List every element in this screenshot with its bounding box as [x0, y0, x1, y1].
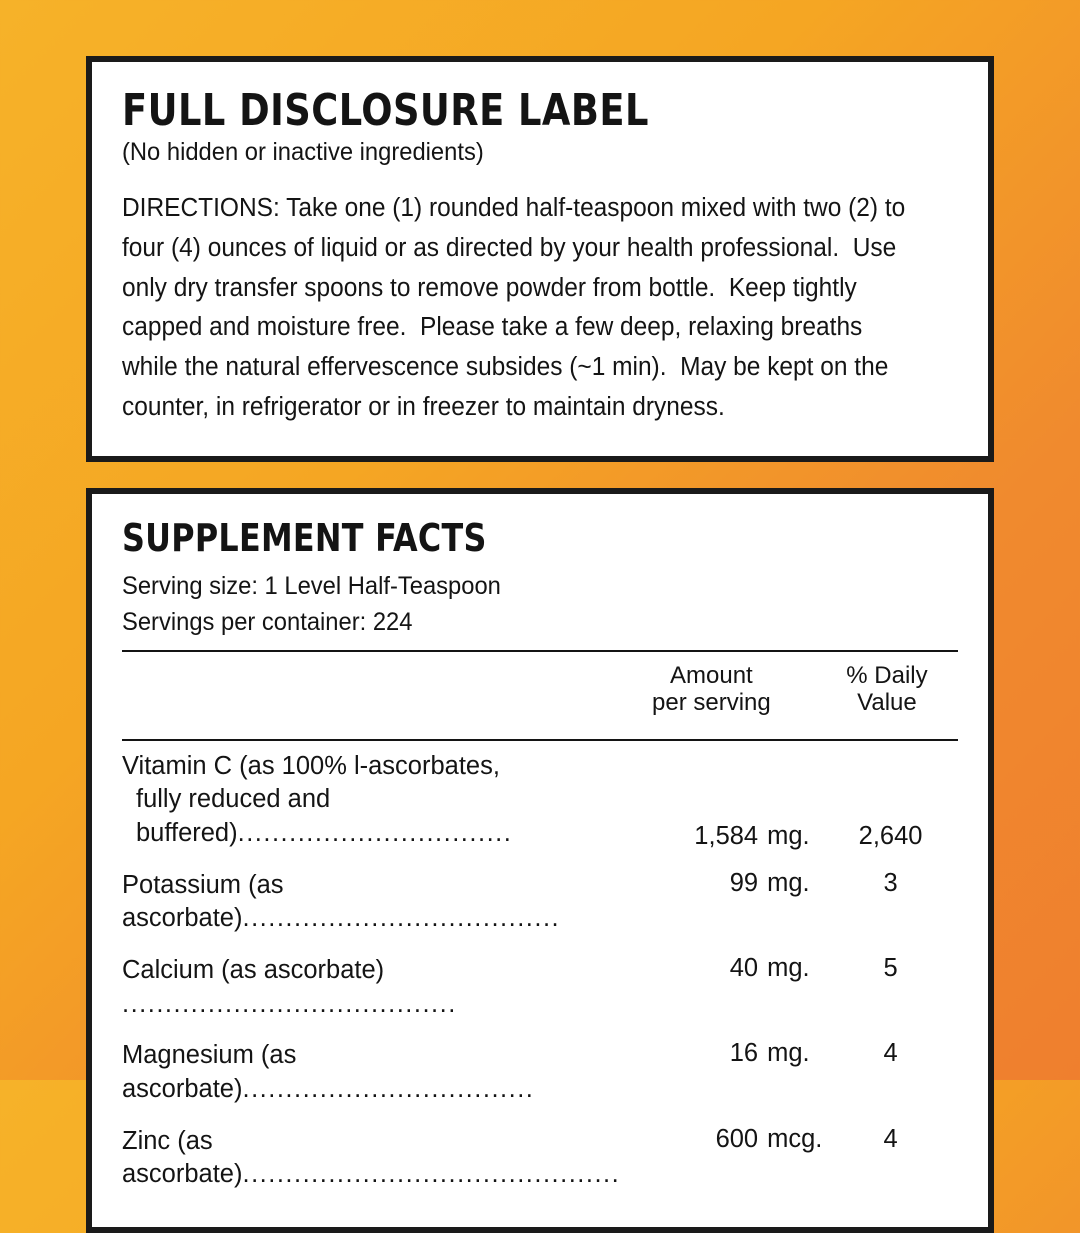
- leader-dots: .......................................: [122, 989, 457, 1018]
- table-row: [122, 1116, 958, 1201]
- table-row: [122, 741, 958, 860]
- servings-per-container: Servings per container: 224: [122, 607, 413, 636]
- nutrient-name: [122, 860, 620, 945]
- nutrient-name: [122, 945, 620, 1030]
- directions-text: DIRECTIONS: Take one (1) rounded half-teaspoon mixed with two (2) to four (4) ounces of liquid or as directed by your health professional. Use only dry transfer spoons to remove powder from bottle. Keep tightly capped and moisture free. Please take a few deep, relaxing breaths while the natural effervescence subsides (~1 min). May be kept on the counter, in refrigerator or in freezer to maintain dryness.: [122, 194, 913, 422]
- disclosure-subtitle: (No hidden or inactive ingredients): [122, 138, 484, 167]
- nutrient-amount: [620, 1030, 823, 1115]
- amount-header-line2: per serving: [652, 689, 771, 717]
- page-title: FULL DISCLOSURE LABEL: [122, 85, 649, 136]
- amount-unit: mg.: [767, 821, 810, 850]
- col-header-nutrient: [122, 652, 607, 729]
- nutrients-table-body: [122, 741, 958, 1201]
- nutrients-values-table: [122, 741, 958, 1201]
- amount-unit: mg.: [767, 954, 810, 983]
- serving-size: Serving size: 1 Level Half-Teaspoon: [122, 571, 501, 600]
- nutrients-table: [122, 652, 958, 729]
- amount-unit: mcg.: [767, 1124, 823, 1153]
- daily-value: 4: [883, 1039, 898, 1068]
- table-header-row: [122, 652, 958, 729]
- nutrient-name-line1: Magnesium (as ascorbate): [122, 1041, 297, 1104]
- amount-value: 40: [729, 954, 759, 983]
- leader-dots: ..................................: [242, 1075, 535, 1104]
- nutrient-name-line1: Zinc (as ascorbate): [122, 1126, 243, 1189]
- table-row: [122, 860, 958, 945]
- nutrient-name-line2-wrap: [122, 783, 620, 850]
- nutrient-amount: [620, 741, 823, 860]
- amount-value: 1,584: [694, 821, 759, 850]
- amount-value: 600: [715, 1124, 759, 1153]
- full-disclosure-panel: [86, 56, 994, 462]
- dv-header-line1: % Daily: [846, 661, 928, 689]
- amount-unit: mg.: [767, 868, 810, 897]
- daily-value: 4: [883, 1124, 898, 1153]
- daily-value: 3: [883, 868, 898, 897]
- table-row: [122, 1030, 958, 1115]
- nutrients-table-head: [122, 652, 958, 729]
- amount-unit: mg.: [767, 1039, 810, 1068]
- leader-dots: ................................: [237, 819, 513, 848]
- dv-header-line2: Value: [857, 689, 917, 717]
- amount-value: 99: [729, 868, 759, 897]
- daily-value: 2,640: [858, 821, 923, 850]
- nutrient-name-line1: Potassium (as ascorbate): [122, 870, 284, 933]
- nutrient-name: [122, 741, 620, 860]
- amount-header-line1: Amount: [670, 661, 753, 689]
- nutrient-name-line2: fully reduced and buffered): [136, 785, 331, 848]
- col-header-amount: [607, 652, 816, 729]
- supplement-facts-title: SUPPLEMENT FACTS: [122, 515, 487, 560]
- supplement-facts-panel: [86, 488, 994, 1233]
- nutrient-name: [122, 1116, 620, 1201]
- leader-dots: .....................................: [242, 904, 561, 933]
- leader-dots: ............................................: [242, 1160, 621, 1189]
- nutrient-name: [122, 1030, 620, 1115]
- nutrient-name-line1: Vitamin C (as 100% l-ascorbates,: [122, 751, 500, 780]
- col-header-daily-value: [816, 652, 958, 729]
- nutrient-amount: [620, 860, 823, 945]
- daily-value: 5: [883, 954, 898, 983]
- table-row: [122, 945, 958, 1030]
- nutrient-amount: [620, 1116, 823, 1201]
- nutrient-amount: [620, 945, 823, 1030]
- nutrient-name-line1: Calcium (as ascorbate): [122, 956, 385, 985]
- amount-value: 16: [729, 1039, 759, 1068]
